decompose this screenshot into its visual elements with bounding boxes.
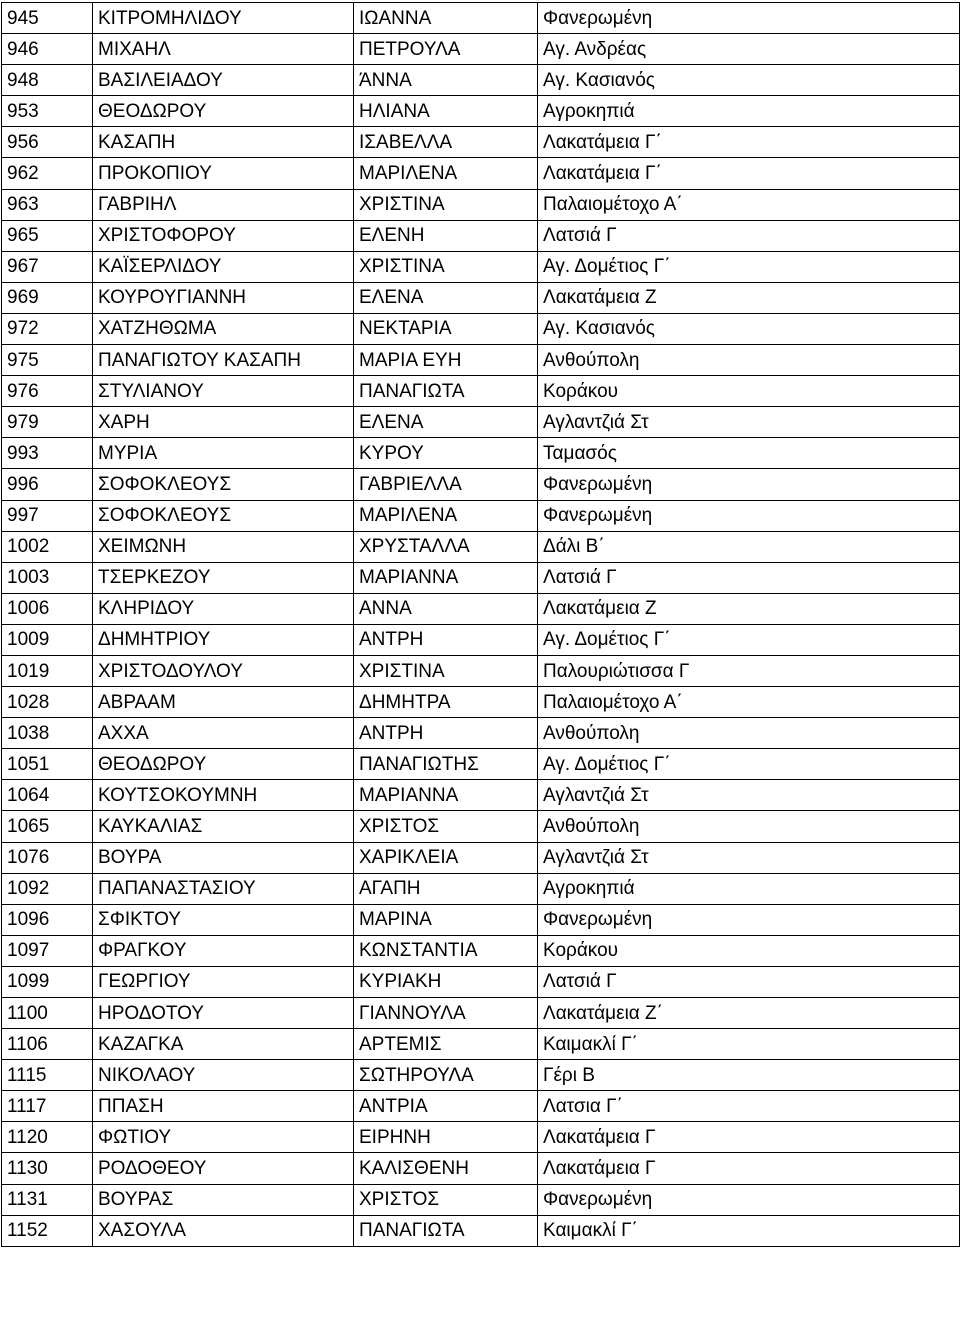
surname-cell: ΣΟΦΟΚΛΕΟΥΣ xyxy=(93,469,354,500)
surname-cell: ΠΑΠΑΝΑΣΤΑΣΙΟΥ xyxy=(93,873,354,904)
surname-cell: ΡΟΔΟΘΕΟΥ xyxy=(93,1153,354,1184)
area-cell: Αγ. Δομέτιος Γ΄ xyxy=(538,624,960,655)
entry-number-cell: 953 xyxy=(2,96,93,127)
first-name-cell: ΑΝΝΑ xyxy=(354,593,538,624)
entry-number-cell: 1019 xyxy=(2,655,93,686)
surname-cell: ΚΑΥΚΑΛΙΑΣ xyxy=(93,811,354,842)
surname-cell: ΠΑΝΑΓΙΩΤΟΥ ΚΑΣΑΠΗ xyxy=(93,345,354,376)
surname-cell: ΣΟΦΟΚΛΕΟΥΣ xyxy=(93,500,354,531)
entry-number-cell: 972 xyxy=(2,313,93,344)
first-name-cell: ΑΝΤΡΗ xyxy=(354,624,538,655)
first-name-cell: ΗΛΙΑΝΑ xyxy=(354,96,538,127)
surname-cell: ΜΥΡΙΑ xyxy=(93,438,354,469)
entry-number-cell: 1117 xyxy=(2,1091,93,1122)
area-cell: Λατσιά Γ xyxy=(538,966,960,997)
entry-number-cell: 1051 xyxy=(2,749,93,780)
entry-number-cell: 1028 xyxy=(2,687,93,718)
entry-number-cell: 975 xyxy=(2,345,93,376)
surname-cell: ΓΑΒΡΙΗΛ xyxy=(93,189,354,220)
entry-number-cell: 1064 xyxy=(2,780,93,811)
first-name-cell: ΔΗΜΗΤΡΑ xyxy=(354,687,538,718)
first-name-cell: ΕΛΕΝΑ xyxy=(354,407,538,438)
first-name-cell: ΑΓΑΠΗ xyxy=(354,873,538,904)
first-name-cell: ΑΡΤΕΜΙΣ xyxy=(354,1029,538,1060)
entry-number-cell: 945 xyxy=(2,3,93,34)
table-row xyxy=(2,96,960,127)
surname-cell: ΚΑΣΑΠΗ xyxy=(93,127,354,158)
surname-cell: ΑΒΡΑΑΜ xyxy=(93,687,354,718)
entry-number-cell: 1131 xyxy=(2,1184,93,1215)
area-cell: Αγλαντζιά Στ xyxy=(538,780,960,811)
area-cell: Ανθούπολη xyxy=(538,811,960,842)
table-row xyxy=(2,158,960,189)
area-cell: Αγλαντζιά Στ xyxy=(538,842,960,873)
entry-number-cell: 1076 xyxy=(2,842,93,873)
surname-cell: ΒΟΥΡΑ xyxy=(93,842,354,873)
surname-cell: ΠΡΟΚΟΠΙΟΥ xyxy=(93,158,354,189)
first-name-cell: ΜΑΡΙΝΑ xyxy=(354,904,538,935)
surname-cell: ΑΧΧΑ xyxy=(93,718,354,749)
surname-cell: ΝΙΚΟΛΑΟΥ xyxy=(93,1060,354,1091)
table-row xyxy=(2,1060,960,1091)
entry-number-cell: 946 xyxy=(2,34,93,65)
entry-number-cell: 1002 xyxy=(2,531,93,562)
entry-number-cell: 969 xyxy=(2,282,93,313)
area-cell: Αγ. Κασιανός xyxy=(538,313,960,344)
area-cell: Αγλαντζιά Στ xyxy=(538,407,960,438)
roster-table-body xyxy=(2,3,960,1247)
first-name-cell: ΧΡΙΣΤΙΝΑ xyxy=(354,655,538,686)
entry-number-cell: 1100 xyxy=(2,998,93,1029)
surname-cell: ΜΙΧΑΗΛ xyxy=(93,34,354,65)
entry-number-cell: 1006 xyxy=(2,593,93,624)
table-row xyxy=(2,1153,960,1184)
surname-cell: ΔΗΜΗΤΡΙΟΥ xyxy=(93,624,354,655)
area-cell: Λακατάμεια Γ xyxy=(538,1122,960,1153)
first-name-cell: ΣΩΤΗΡΟΥΛΑ xyxy=(354,1060,538,1091)
table-row xyxy=(2,438,960,469)
entry-number-cell: 1092 xyxy=(2,873,93,904)
table-row xyxy=(2,531,960,562)
table-row xyxy=(2,593,960,624)
entry-number-cell: 1115 xyxy=(2,1060,93,1091)
surname-cell: ΚΟΥΡΟΥΓΙΑΝΝΗ xyxy=(93,282,354,313)
surname-cell: ΧΑΤΖΗΘΩΜΑ xyxy=(93,313,354,344)
surname-cell: ΚΙΤΡΟΜΗΛΙΔΟΥ xyxy=(93,3,354,34)
area-cell: Καιμακλί Γ΄ xyxy=(538,1215,960,1246)
first-name-cell: ΧΡΙΣΤΙΝΑ xyxy=(354,251,538,282)
area-cell: Φανερωμένη xyxy=(538,469,960,500)
table-row xyxy=(2,251,960,282)
table-row xyxy=(2,1184,960,1215)
table-row xyxy=(2,873,960,904)
area-cell: Φανερωμένη xyxy=(538,904,960,935)
entry-number-cell: 997 xyxy=(2,500,93,531)
surname-cell: ΧΑΡΗ xyxy=(93,407,354,438)
entry-number-cell: 1003 xyxy=(2,562,93,593)
area-cell: Αγροκηπιά xyxy=(538,873,960,904)
entry-number-cell: 993 xyxy=(2,438,93,469)
entry-number-cell: 976 xyxy=(2,376,93,407)
surname-cell: ΤΣΕΡΚΕΖΟΥ xyxy=(93,562,354,593)
surname-cell: ΚΛΗΡΙΔΟΥ xyxy=(93,593,354,624)
area-cell: Παλαιομέτοχο Α΄ xyxy=(538,189,960,220)
table-row xyxy=(2,935,960,966)
table-row xyxy=(2,624,960,655)
first-name-cell: ΕΛΕΝΗ xyxy=(354,220,538,251)
surname-cell: ΧΡΙΣΤΟΔΟΥΛΟΥ xyxy=(93,655,354,686)
surname-cell: ΧΕΙΜΩΝΗ xyxy=(93,531,354,562)
area-cell: Ανθούπολη xyxy=(538,345,960,376)
first-name-cell: ΆΝΝΑ xyxy=(354,65,538,96)
first-name-cell: ΧΑΡΙΚΛΕΙΑ xyxy=(354,842,538,873)
area-cell: Φανερωμένη xyxy=(538,3,960,34)
entry-number-cell: 967 xyxy=(2,251,93,282)
first-name-cell: ΕΙΡΗΝΗ xyxy=(354,1122,538,1153)
area-cell: Λακατάμεια Γ xyxy=(538,1153,960,1184)
table-row xyxy=(2,282,960,313)
first-name-cell: ΜΑΡΙΑ ΕΥΗ xyxy=(354,345,538,376)
table-row xyxy=(2,65,960,96)
area-cell: Λακατάμεια Ζ xyxy=(538,282,960,313)
entry-number-cell: 1097 xyxy=(2,935,93,966)
area-cell: Γέρι Β xyxy=(538,1060,960,1091)
area-cell: Λατσιά Γ xyxy=(538,562,960,593)
table-row xyxy=(2,966,960,997)
table-row xyxy=(2,376,960,407)
first-name-cell: ΠΑΝΑΓΙΩΤΑ xyxy=(354,1215,538,1246)
entry-number-cell: 963 xyxy=(2,189,93,220)
entry-number-cell: 1120 xyxy=(2,1122,93,1153)
surname-cell: ΦΡΑΓΚΟΥ xyxy=(93,935,354,966)
first-name-cell: ΚΥΡΙΑΚΗ xyxy=(354,966,538,997)
first-name-cell: ΓΑΒΡΙΕΛΛΑ xyxy=(354,469,538,500)
area-cell: Λακατάμεια Ζ΄ xyxy=(538,998,960,1029)
surname-cell: ΒΑΣΙΛΕΙΑΔΟΥ xyxy=(93,65,354,96)
entry-number-cell: 1130 xyxy=(2,1153,93,1184)
first-name-cell: ΠΑΝΑΓΙΩΤΑ xyxy=(354,376,538,407)
area-cell: Λακατάμεια Γ΄ xyxy=(538,127,960,158)
table-row xyxy=(2,220,960,251)
first-name-cell: ΑΝΤΡΗ xyxy=(354,718,538,749)
table-row xyxy=(2,780,960,811)
table-row xyxy=(2,1091,960,1122)
entry-number-cell: 1096 xyxy=(2,904,93,935)
table-row xyxy=(2,3,960,34)
table-row xyxy=(2,34,960,65)
first-name-cell: ΜΑΡΙΑΝΝΑ xyxy=(354,562,538,593)
area-cell: Αγροκηπιά xyxy=(538,96,960,127)
table-row xyxy=(2,998,960,1029)
first-name-cell: ΜΑΡΙΛΕΝΑ xyxy=(354,500,538,531)
first-name-cell: ΧΡΙΣΤΟΣ xyxy=(354,811,538,842)
surname-cell: ΚΑΪΣΕΡΛΙΔΟΥ xyxy=(93,251,354,282)
table-row xyxy=(2,189,960,220)
first-name-cell: ΧΡΙΣΤΙΝΑ xyxy=(354,189,538,220)
first-name-cell: ΚΑΛΙΣΘΕΝΗ xyxy=(354,1153,538,1184)
table-row xyxy=(2,1029,960,1060)
surname-cell: ΧΡΙΣΤΟΦΟΡΟΥ xyxy=(93,220,354,251)
first-name-cell: ΠΕΤΡΟΥΛΑ xyxy=(354,34,538,65)
entry-number-cell: 948 xyxy=(2,65,93,96)
table-row xyxy=(2,562,960,593)
table-row xyxy=(2,687,960,718)
entry-number-cell: 956 xyxy=(2,127,93,158)
area-cell: Κοράκου xyxy=(538,376,960,407)
area-cell: Παλαιομέτοχο Α΄ xyxy=(538,687,960,718)
surname-cell: ΚΑΖΑΓΚΑ xyxy=(93,1029,354,1060)
area-cell: Λακατάμεια Γ΄ xyxy=(538,158,960,189)
surname-cell: ΘΕΟΔΩΡΟΥ xyxy=(93,749,354,780)
table-row xyxy=(2,842,960,873)
area-cell: Λατσια Γ΄ xyxy=(538,1091,960,1122)
first-name-cell: ΜΑΡΙΛΕΝΑ xyxy=(354,158,538,189)
first-name-cell: ΜΑΡΙΑΝΝΑ xyxy=(354,780,538,811)
table-row xyxy=(2,1122,960,1153)
surname-cell: ΦΩΤΙΟΥ xyxy=(93,1122,354,1153)
surname-cell: ΧΑΣΟΥΛΑ xyxy=(93,1215,354,1246)
entry-number-cell: 996 xyxy=(2,469,93,500)
area-cell: Φανερωμένη xyxy=(538,1184,960,1215)
table-row xyxy=(2,718,960,749)
area-cell: Φανερωμένη xyxy=(538,500,960,531)
entry-number-cell: 979 xyxy=(2,407,93,438)
entry-number-cell: 1038 xyxy=(2,718,93,749)
table-row xyxy=(2,1215,960,1246)
entry-number-cell: 1152 xyxy=(2,1215,93,1246)
surname-cell: ΓΕΩΡΓΙΟΥ xyxy=(93,966,354,997)
surname-cell: ΚΟΥΤΣΟΚΟΥΜΝΗ xyxy=(93,780,354,811)
first-name-cell: ΓΙΑΝΝΟΥΛΑ xyxy=(354,998,538,1029)
area-cell: Ανθούπολη xyxy=(538,718,960,749)
area-cell: Κοράκου xyxy=(538,935,960,966)
surname-cell: ΠΠΑΣΗ xyxy=(93,1091,354,1122)
table-row xyxy=(2,469,960,500)
table-row xyxy=(2,500,960,531)
first-name-cell: ΚΥΡΟΥ xyxy=(354,438,538,469)
area-cell: Δάλι Β΄ xyxy=(538,531,960,562)
first-name-cell: ΙΩΑΝΝΑ xyxy=(354,3,538,34)
table-row xyxy=(2,811,960,842)
table-row xyxy=(2,407,960,438)
area-cell: Καιμακλί Γ΄ xyxy=(538,1029,960,1060)
surname-cell: ΗΡΟΔΟΤΟΥ xyxy=(93,998,354,1029)
first-name-cell: ΚΩΝΣΤΑΝΤΙΑ xyxy=(354,935,538,966)
area-cell: Αγ. Ανδρέας xyxy=(538,34,960,65)
first-name-cell: ΕΛΕΝΑ xyxy=(354,282,538,313)
first-name-cell: ΧΡΥΣΤΑΛΛΑ xyxy=(354,531,538,562)
table-row xyxy=(2,313,960,344)
area-cell: Παλουριώτισσα Γ xyxy=(538,655,960,686)
area-cell: Αγ. Δομέτιος Γ΄ xyxy=(538,251,960,282)
first-name-cell: ΙΣΑΒΕΛΛΑ xyxy=(354,127,538,158)
entry-number-cell: 1009 xyxy=(2,624,93,655)
area-cell: Αγ. Δομέτιος Γ΄ xyxy=(538,749,960,780)
surname-cell: ΣΤΥΛΙΑΝΟΥ xyxy=(93,376,354,407)
entry-number-cell: 965 xyxy=(2,220,93,251)
first-name-cell: ΧΡΙΣΤΟΣ xyxy=(354,1184,538,1215)
table-row xyxy=(2,749,960,780)
first-name-cell: ΑΝΤΡΙΑ xyxy=(354,1091,538,1122)
area-cell: Λατσιά Γ xyxy=(538,220,960,251)
entry-number-cell: 962 xyxy=(2,158,93,189)
surname-cell: ΘΕΟΔΩΡΟΥ xyxy=(93,96,354,127)
table-row xyxy=(2,904,960,935)
area-cell: Λακατάμεια Ζ xyxy=(538,593,960,624)
entry-number-cell: 1099 xyxy=(2,966,93,997)
first-name-cell: ΠΑΝΑΓΙΩΤΗΣ xyxy=(354,749,538,780)
entry-number-cell: 1106 xyxy=(2,1029,93,1060)
table-row xyxy=(2,127,960,158)
surname-cell: ΒΟΥΡΑΣ xyxy=(93,1184,354,1215)
table-row xyxy=(2,345,960,376)
table-row xyxy=(2,655,960,686)
area-cell: Ταμασός xyxy=(538,438,960,469)
first-name-cell: ΝΕΚΤΑΡΙΑ xyxy=(354,313,538,344)
surname-cell: ΣΦΙΚΤΟΥ xyxy=(93,904,354,935)
roster-table xyxy=(1,2,960,1247)
area-cell: Αγ. Κασιανός xyxy=(538,65,960,96)
entry-number-cell: 1065 xyxy=(2,811,93,842)
